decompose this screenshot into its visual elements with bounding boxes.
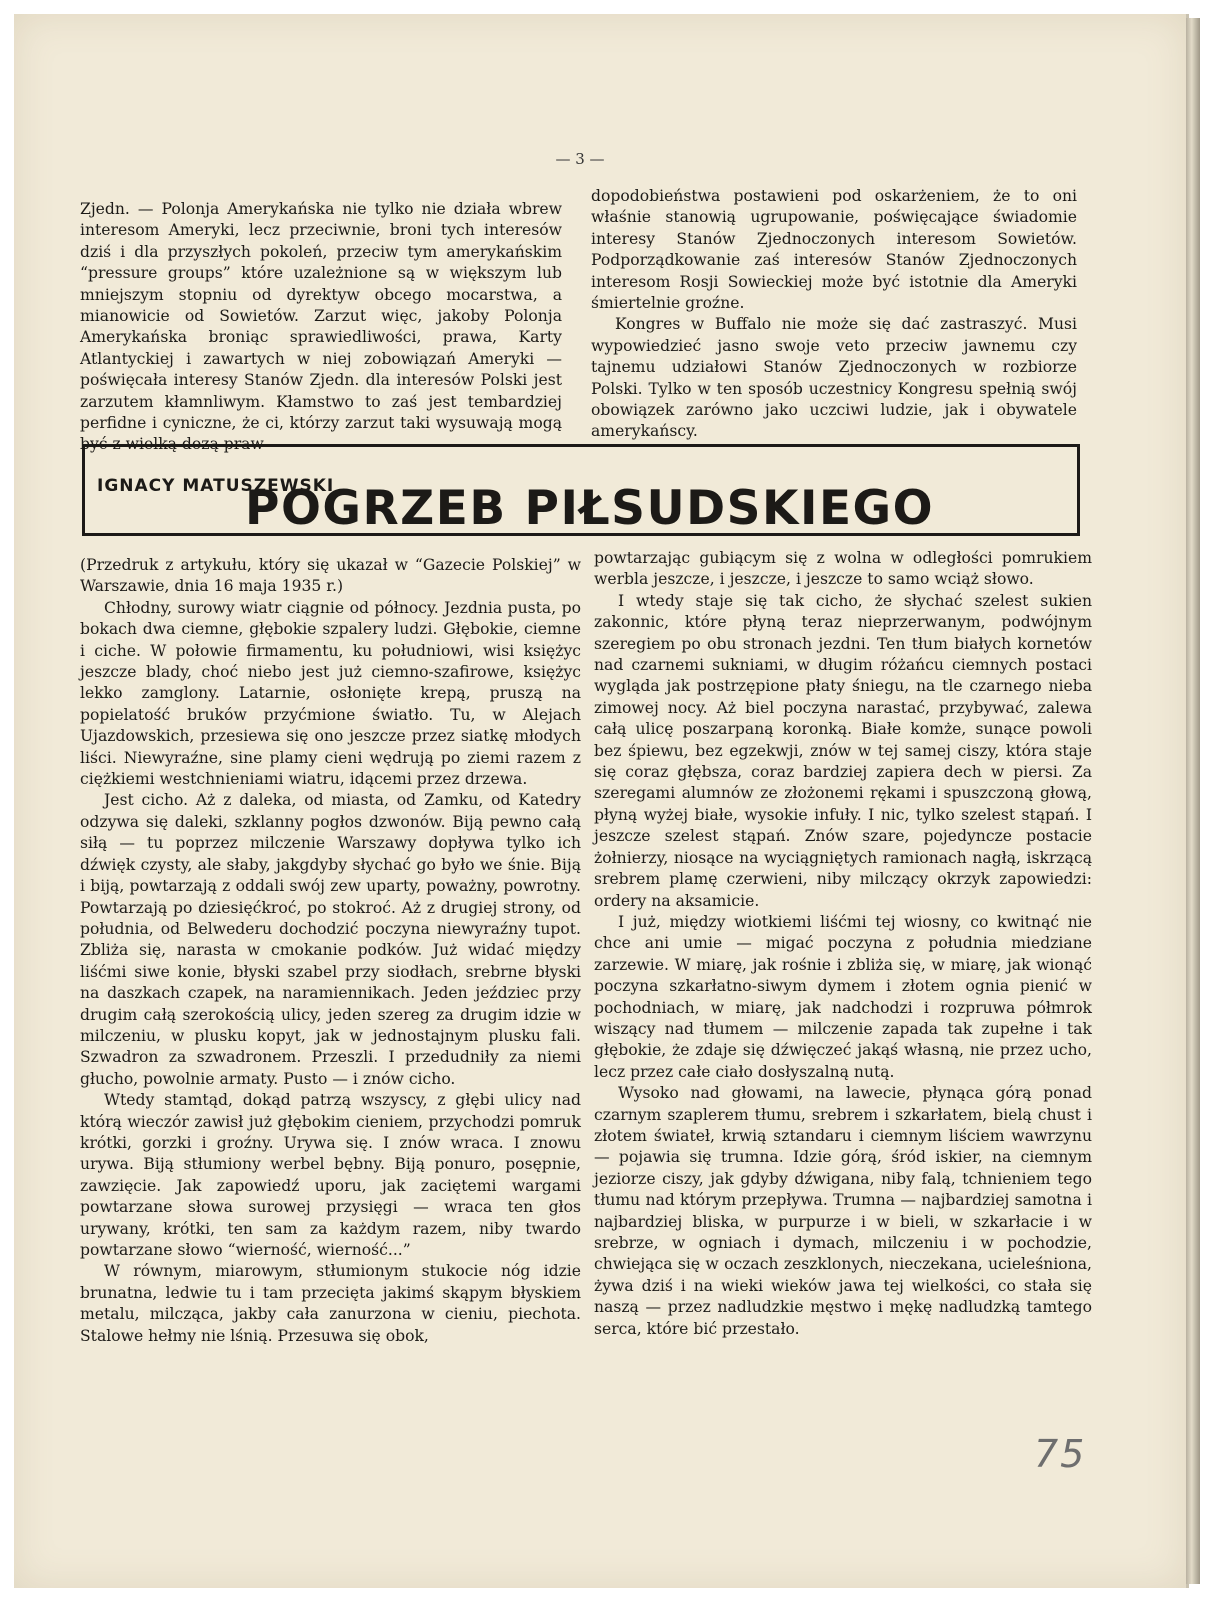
paragraph: Jest cicho. Aż z daleka, od miasta, od Zamku, od Katedry odzywa się daleki, szklanny pogłos dzwonów. Biją pewno całą siłą — tu poprzez milczenie Warszawy dopływa tylko ich dźwięk czysty, ale słaby, jakgdyby słychać go było we śnie. Biją i biją, powtarzają z oddali swój zew uparty, poważny, powrotny. Powtarzają po dziesięćkroć, po stokroć. Aż z drugiej strony, od południa, od Belwederu dochodzić poczyna niewyraźny tupot. Zbliża się, narasta w cmokanie podków. Już widać między liśćmi siwe konie, błyski szabel przy siodłach, srebrne błyski na daszkach czapek, na naramiennikach. Jeden jeździec przy drugim całą szerokością ulicy, jeden szereg za drugim idzie w milczeniu, w plusku kopyt, jak w jednostajnym plusku fali. Szwadron za szwadronem. Przeszli. I przedudniły za niemi głucho, powolnie armaty. Pusto — i znów cicho. (80, 791, 581, 1088)
paragraph: W równym, miarowym, stłumionym stukocie nóg idzie brunatna, ledwie tu i tam przecięta jakimś skąpym błyskiem metalu, milcząca, jakby cała zanurzona w cieniu, piechota. Stalowe hełmy nie lśnią. Przesuwa się obok, (80, 1262, 581, 1345)
bottom-left-column (80, 555, 581, 1347)
top-left-column (80, 199, 562, 456)
top-right-column (591, 186, 1077, 443)
paragraph: I wtedy staje się tak cicho, że słychać szelest sukien zakonnic, które płyną teraz nieprzerwanym, podwójnym szeregiem po obu stronach jezdni. Ten tłum białych kornetów nad czarnemi sukniami, w długim różańcu ciemnych postaci wygląda jak postrzępione płaty śniegu, na tle czarnego nieba zimowej nocy. Aż biel poczyna narastać, przybywać, zalewa całą ulicę poszarpaną koronką. Białe komże, sunące powoli bez śpiewu, bez egzekwji, znów w tej samej ciszy, która staje się coraz głębsza, coraz bardziej zapiera dech w piersi. Za szeregami alumnów ze złożonemi rękami i spuszczoną głową, płyną wyżej białe, wysokie infuły. I nic, tylko szelest stąpań. I jeszcze szelest stąpań. Znów szare, pojedyncze postacie żołnierzy, niosące na wyciągniętych ramionach nagłą, iskrzącą srebrem plamę czerwieni, niby milczący okrzyk zapowiedzi: ordery na aksamicie. (594, 591, 1092, 910)
paragraph: Kongres w Buffalo nie może się dać zastraszyć. Musi wypowiedzieć jasno swoje veto przeciw jawnemu czy tajnemu udziałowi Stanów Zjednoczonych w rozbiorze Polski. Tylko w ten sposób uczestnicy Kongresu spełnią swój obowiązek zarówno jako uczciwi ludzie, jak i obywatele amerykańscy. (591, 315, 1077, 441)
paragraph: I już, między wiotkiemi liśćmi tej wiosny, co kwitnąć nie chce ani umie — migać poczyna z południa miedziane zarzewie. W miarę, jak rośnie i zbliża się, w miarę, jak wionąć poczyna szkarłatno-siwym dymem i złotem ognia pienić w pochodniach, w miarę, jak nadchodzi i rozpruwa półmrok wiszący nad tłumem — milczenie zapada tak zupełne i tak głębokie, że zdaje się dźwięczeć jakąś własną, nie przez ucho, lecz przez całe ciało dosłyszalną nutą. (594, 912, 1092, 1081)
paragraph: Zjedn. — Polonja Amerykańska nie tylko nie działa wbrew interesom Ameryki, lecz przeciwnie, broni tych interesów dziś i dla przyszłych pokoleń, przeciw tym amerykańskim “pressure groups” które uzależnione są w większym lub mniejszym stopniu od dyrektyw obcego mocarstwa, a mianowicie od Sowietów. Zarzut więc, jakoby Polonja Amerykańska broniąc sprawiedliwości, prawa, Karty Atlantyckiej i zawartych w niej zobowiązań Ameryki — poświęcała interesy Stanów Zjedn. dla interesów Polski jest zarzutem kłamnliwym. Kłamstwo to zaś jest tembardziej perfidne i cyniczne, że ci, którzy zarzut taki wysuwają mogą być z wielką dozą praw- (80, 200, 562, 454)
paragraph: Chłodny, surowy wiatr ciągnie od północy. Jezdnia pusta, po bokach dwa ciemne, głębokie szpalery ludzi. Głębokie, ciemne i ciche. W połowie firmamentu, ku południowi, wisi księżyc jeszcze blady, choć niebo jest już ciemno-szafirowe, księżyc lekko zamglony. Latarnie, osłonięte krepą, pruszą na popielatość bruków przyćmione światło. Tu, w Alejach Ujazdowskich, przesiewa się ono jeszcze przez siatkę młodych liści. Niewyraźne, sine plamy cieni wędrują po ziemi razem z ciężkiemi westchnieniami wiatru, idącemi przez drzewa. (80, 598, 581, 789)
article-title: POGRZEB PIŁSUDSKIEGO (245, 481, 935, 536)
bottom-right-column (594, 548, 1092, 1340)
article-headline-box (82, 444, 1080, 536)
paragraph: powtarzając gubiącym się z wolna w odległości pomrukiem werbla jeszcze, i jeszcze, i jeszcze to samo wciąż słowo. (594, 549, 1092, 589)
page-edge (1186, 18, 1200, 1584)
paragraph: Wysoko nad głowami, na lawecie, płynąca górą ponad czarnym szaplerem tłumu, srebrem i szkarłatem, bielą chust i złotem świateł, krwią sztandaru i ciemnym liściem wawrzynu — pojawia się trumna. Idzie górą, śród iskier, na ciemnym jeziorze ciszy, jak gdyby dźwigana, niby falą, tchnieniem tego tłumu nad którym przepływa. Trumna — najbardziej samotna i najbardziej bliska, w purpurze i w bieli, w szkarłacie i w srebrze, w ogniach i dymach, milczeniu i w pochodzie, chwiejąca się w oczach zeszklonych, nieczekana, ucieleśniona, żywa dziś i na wieki wieków jawa tej wielkości, co stała się naszą — przez nadludzkie męstwo i mękę nadludzką tamtego serca, które bić przestało. (594, 1084, 1092, 1338)
article-author: IGNACY MATUSZEWSKI (97, 476, 335, 496)
paragraph: Wtedy stamtąd, dokąd patrzą wszyscy, z głębi ulicy nad którą wieczór zawisł już głębokim cieniem, przychodzi pomruk krótki, gorzki i groźny. Urywa się. I znów wraca. I znowu urywa. Biją stłumiony werbel bębny. Biją ponuro, posępnie, zawzięcie. Jak zapowiedź uporu, jak zaciętemi wargami powtarzane słowa surowej przysięgi — wraca ten głos urywany, krótki, ten sam za każdym razem, niby twardo powtarzane słowo “wierność, wierność...” (80, 1091, 581, 1259)
page-number: — 3 — (555, 150, 605, 168)
paragraph: (Przedruk z artykułu, który się ukazał w “Gazecie Polskiej” w Warszawie, dnia 16 maja 1935 r.) (80, 556, 581, 596)
handwritten-page-number: 75 (1034, 1432, 1087, 1476)
paragraph: dopodobieństwa postawieni pod oskarżeniem, że to oni właśnie stanowią ugrupowanie, poświęcające świadomie interesy Stanów Zjednoczonych interesom Sowietów. Podporządkowanie zaś interesów Stanów Zjednoczonych interesom Rosji Sowieckiej może być istotnie dla Ameryki śmiertelnie groźne. (591, 187, 1077, 313)
